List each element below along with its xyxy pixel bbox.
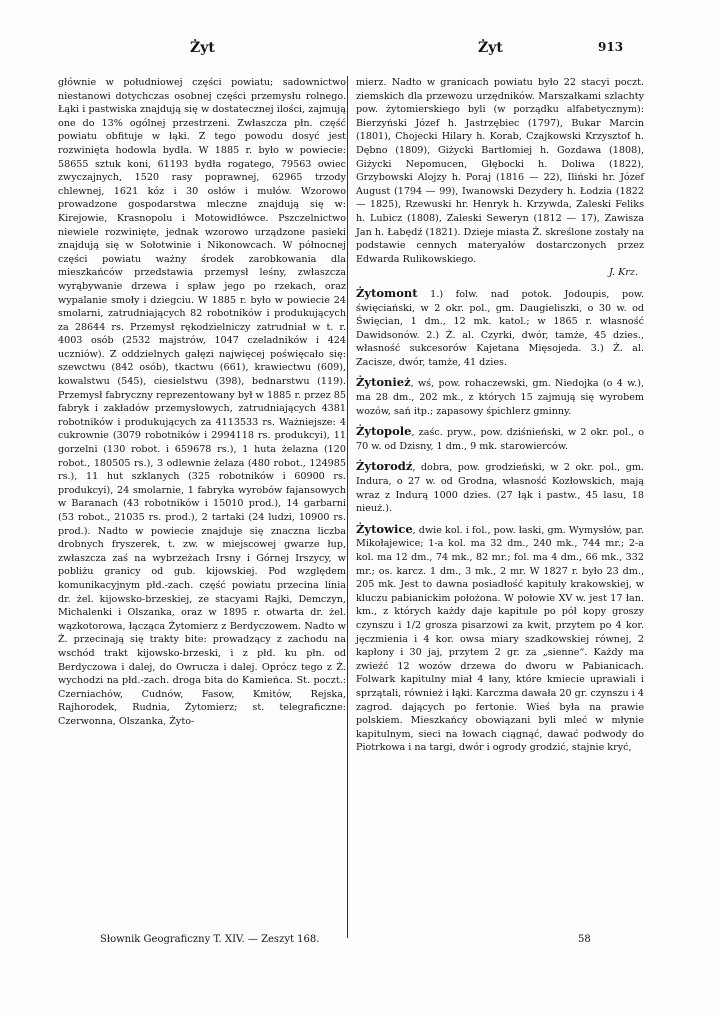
entry-text: 1.) folw. nad potok. Jodoupis, pow. święciański, w 2 okr. pol., gm. Daugieliszki, o 30 w. od Święcian, 1 dm., 12 mk. katol.; w 1865 r. własność Dawidsonów. 2.) Ż. al. Czyrki, dwór, tamże, 45 dzies., własność sukcesorów Kajetana Mięsojeda. 3.) Ż. al. Zacisze, dwór, tamże, 41 dzies. <box>356 288 644 368</box>
entry-zytoniez <box>356 376 644 418</box>
right-column <box>356 76 644 755</box>
headword: Żytopole <box>356 424 412 439</box>
entry-zytorodz <box>356 460 644 515</box>
left-column <box>58 76 346 729</box>
entry-zytomont <box>356 287 644 370</box>
headword: Żytonież <box>356 375 411 390</box>
running-head-left: Żyt <box>190 40 215 56</box>
entry-text: , zaśc. pryw., pow. dziśnieński, w 2 okr. pol., o 70 w. od Dzisny, 1 dm., 9 mk. starowierców. <box>356 427 644 452</box>
entry-text: , wś, pow. rohaczewski, gm. Niedojka (o 4 w.), ma 28 dm., 202 mk., z których 15 zajmują się wyrobem wozów, sań itp.; zapasowy śpichlerz gminny. <box>356 378 644 417</box>
headword: Żytowice <box>356 521 413 536</box>
entry-text: , dobra, pow. grodzieński, w 2 okr. pol., gm. Indura, o 27 w. od Grodna, własność Kozłowskich, mają wraz z Indurą 1000 dzies. (27 łąk i pastw., 45 lasu, 18 nieuż.). <box>356 462 644 515</box>
headword: Żytorodź <box>356 459 413 474</box>
signature-mark: 58 <box>578 934 591 945</box>
footer-publication: Słownik Geograficzny T. XIV. — Zeszyt 168. <box>100 934 320 945</box>
entry-zytopole <box>356 425 644 453</box>
entry-text: , dwie kol. i fol., pow. łaski, gm. Wymysłów, par. Mikołajewice; 1-a kol. ma 32 dm., 240 mk., 744 mr.; 2-a kol. ma 12 dm., 74 mk., 82 mr.; fol. ma 4 dm., 66 mk., 332 mr.; os. karcz. 1 dm., 3 mk., 2 mr. W 1827 r. było 23 dm., 205 mk. Jest to dawna posiadłość kapituły krakowskiej, w kluczu pabianickim położona. W połowie XV w. jest 17 łan. km., z których każdy daje kapitule po pół kopy groszy czynszu i 1/2 grosza pisarzowi za kwit, przytem po 4 kor. jęczmienia i 4 kor. owsa miary szadkowskiej równej, 2 kapłony i 30 jaj, przytem 2 gr. za „sienne“. Każdy ma zwieźć 12 wozów drzewa do dworu w Pabianicach. Folwark kapitulny miał 4 łany, które kmiecie uprawiali i sprzątali, również i łąki. Karczma dawała 20 gr. czynszu i 4 zagrod. dających po fertonie. Wieś była na prawie polskiem. Mieszkańcy obowiązani byli mleć w młynie kapitulnym, sieci na łowach ciągnąć, dawać podwody do Piotrkowa i na targi, dwór i ogrody grodzić, stajnie kryć, <box>356 524 644 754</box>
intro-text: mierz. Nadto w granicach powiatu było 22 stacyi poczt. ziemskich dla przewozu urzędników. Marszałkami szlachty pow. żytomierskiego byli (w porządku alfabetycznym): Bierzyński Józef h. Jastrzębiec (1797), Bukar Marcin (1801), Chojecki Hilary h. Korab, Czajkowski Krzysztof h. Dębno (1809), Giżycki Bartłomiej h. Gozdawa (1808), Giżycki Nepomucen, Głębocki h. Doliwa (1822), Grzybowski Alojzy h. Poraj (1816 — 22), Iliński hr. Józef August (1794 — 99), Iwanowski Dezydery h. Łodzia (1822 — 1825), Rzewuski hr. Henryk h. Krzywda, Zaleski Feliks h. Lubicz (1808), Zaleski Seweryn (1812 — 17), Zawisza Jan h. Łabędź (1821). Dzieje miasta Ż. skreślone zostały na podstawie cennych materyałów dostarczonych przez Edwarda Rulikowskiego. <box>356 77 644 265</box>
column-divider <box>347 76 348 938</box>
headword: Żytomont <box>356 285 418 300</box>
author-signature: J. Krz. <box>608 267 638 279</box>
right-column-intro <box>356 76 644 280</box>
left-column-text: głównie w południowej części powiatu; sadownictwo niestanowi dotychczas osobnej części przemysłu rolnego. Łąki i pastwiska znajdują się w dostatecznej ilości, zajmują one do 13% ogólnej przestrzeni. Zwłaszcza płn. część powiatu obfituje w łąki. Z tego powodu dosyć jest rozwinięta hodowla bydła. W 1885 r. było w powiecie: 58655 sztuk koni, 61193 bydła rogatego, 79563 owiec zwyczajnych, 1520 rasy poprawnej, 62965 trzody chlewnej, 1621 kóz i 30 osłów i mułów. Wzorowo prowadzone gospodarstwa mleczne znajdują się w: Kirejowie, Krasnopolu i Motowidłówce. Pszczelnictwo niewiele rozwinięte, jednak wzorowo urządzone pasieki znajdują się w Sołotwinie i Nikonowcach. W północnej części powiatu ważny środek zarobkowania dla mieszkańców przedstawia przemysł leśny, zwłaszcza wyrąbywanie drzewa i spław jego po rzekach, oraz wypalanie smoły i dziegciu. W 1885 r. było w powiecie 24 smolarni, zatrudniających 82 robotników i produkujących za 28644 rs. Przemysł rękodzielniczy zatrudniał w t. r. 4003 osób (2532 majstrów, 1047 czeladników i 424 uczniów). Z oddzielnych gałęzi najwięcej poświęcało się: szewctwu (842 osób), tkactwu (661), krawiectwu (609), kowalstwu (545), ciesielstwu (398), bednarstwu (119). Przemysł fabryczny reprezentowany był w 1885 r. przez 85 fabryk i zakładów przemysłowych, zatrudniających 4381 robotników i produkujących za 4113533 rs. Ważniejsze: 4 cukrownie (3079 robotników i 2994118 rs. produkcyi), 11 gorzelni (130 robot. i 659678 rs.), 1 huta żelazna (120 robot., 180505 rs.), 3 odlewnie żelaza (480 robot., 124985 rs.), 11 hut szklanych (325 robotników i 60900 rs. produkcyi), 24 smolarnie, 1 fabryka wyrobów fajansowych w Baranach (43 robotników i 15010 prod.), 14 garbarni (53 robot., 21035 rs. prod.), 2 tartaki (24 ludzi, 10900 rs. prod.). Nadto w powiecie znajduje się znaczna liczba drobnych fryszerek, t. zw. w miejscowej gwarze łup, zwłaszcza zaś na wybrzeżach Irsny i Górnej Irszycy, w pobliżu granicy od gub. kijowskiej. Pod względem komunikacyjnym płd.-zach. część powiatu przecina linia dr. żel. kijowsko-brzeskiej, ze stacyami Rajki, Demczyn, Michalenki i Olszanka, oraz w 1895 r. otwarta dr. żel. wązkotorowa, łącząca Żytomierz z Berdyczowem. Nadto w Ż. przecinają się trakty bite: prowadzący z zachodu na wschód trakt kijowsko-brzeski, i z płd. ku płn. od Berdyczowa i dalej, do Owrucza i dalej. Oprócz tego z Ż. wychodzi na płd.-zach. droga bita do Kamieńca. St. poczt.: Czerniachów, Cudnów, Fasow, Kmitów, Rejska, Rajhorodek, Rudnia, Żytomierz; st. telegraficzne: Czerwonna, Olszanka, Żyto- <box>58 77 346 727</box>
entry-zytowice <box>356 523 644 755</box>
page-number: 913 <box>598 40 624 54</box>
running-head-right: Żyt <box>478 40 503 56</box>
